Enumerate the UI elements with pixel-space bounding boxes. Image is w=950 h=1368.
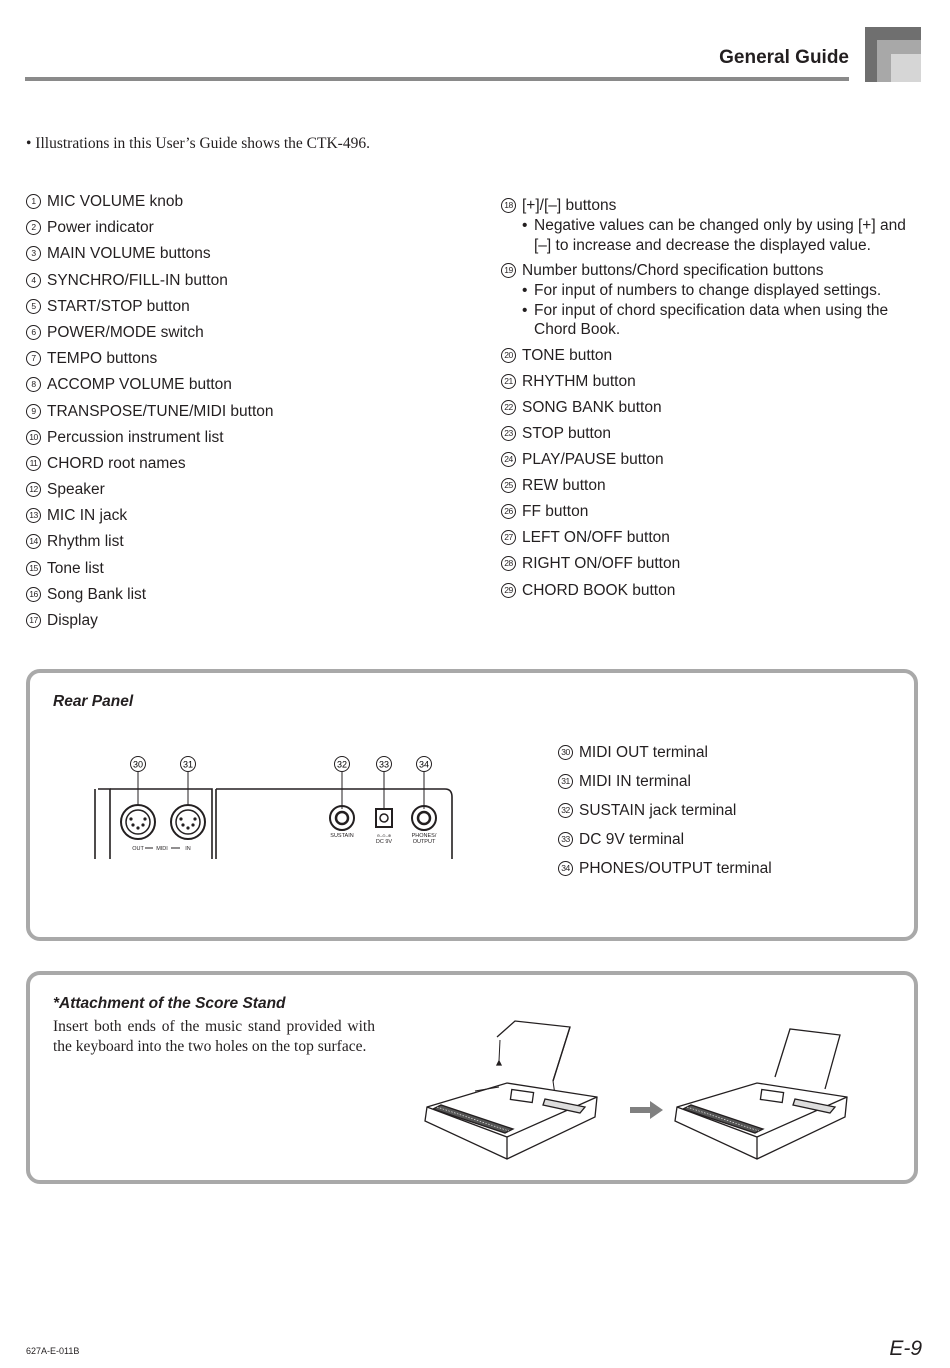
list-item (26, 192, 466, 212)
item-label: SYNCHRO/FILL-IN button (47, 271, 228, 289)
parts-list-right (501, 196, 926, 607)
svg-text:32: 32 (336, 759, 348, 770)
item-label: MIC VOLUME knob (47, 193, 184, 210)
list-item (501, 502, 926, 522)
list-item (26, 402, 466, 422)
list-item (26, 454, 466, 474)
item-label: [+]/[–] buttons (522, 197, 617, 214)
keyboard-before (425, 1021, 597, 1159)
item-number: 3 (26, 246, 41, 261)
item-number: 8 (26, 377, 41, 392)
list-item (558, 801, 888, 821)
list-item (501, 196, 926, 255)
arrow-icon (630, 1101, 663, 1119)
item-label: FF button (522, 503, 589, 521)
svg-text:31: 31 (182, 759, 194, 770)
diagram-label-midi: MIDI (156, 846, 168, 852)
list-item (26, 323, 466, 343)
svg-text:30: 30 (132, 759, 144, 770)
item-number: 14 (26, 534, 41, 549)
item-label: STOP button (522, 424, 612, 442)
list-item (26, 611, 466, 631)
item-number: 19 (501, 263, 516, 278)
rear-panel-heading: Rear Panel (53, 693, 134, 710)
item-number: 17 (26, 613, 41, 628)
list-item (26, 297, 466, 317)
item-label: MIDI OUT terminal (579, 744, 708, 761)
item-label: TONE button (522, 346, 613, 364)
diagram-label-phones: PHONES/ (411, 833, 437, 839)
list-item (26, 375, 466, 395)
item-number: 2 (26, 220, 41, 235)
list-item (501, 581, 926, 601)
item-label: Number buttons/Chord specification buttons (522, 262, 824, 280)
sustain-jack (330, 806, 354, 830)
item-label: DC 9V terminal (579, 831, 685, 848)
dc-terminal (376, 809, 392, 827)
rear-panel-diagram (90, 749, 490, 859)
item-label: ACCOMP VOLUME button (47, 376, 232, 394)
list-item (26, 480, 466, 500)
callout-30 (131, 757, 146, 772)
item-number: 20 (501, 348, 516, 363)
list-item (558, 743, 888, 763)
item-number: 24 (501, 452, 516, 467)
list-item (501, 261, 926, 340)
diagram-label-out: OUT (132, 846, 144, 852)
item-label: TEMPO buttons (47, 350, 158, 368)
item-number: 27 (501, 530, 516, 545)
document-code: 627A-E-011B (26, 1346, 80, 1356)
page-title: General Guide (719, 47, 849, 68)
item-number: 28 (501, 556, 516, 571)
item-number: 10 (26, 430, 41, 445)
item-label: Tone list (47, 559, 104, 577)
diagram-label-output: OUTPUT (412, 839, 436, 845)
svg-text:34: 34 (418, 759, 430, 770)
item-note: • For input of numbers to change displayed settings. (522, 281, 926, 301)
item-number: 26 (501, 504, 516, 519)
diagram-label-in: IN (185, 846, 191, 852)
item-label: SONG BANK button (522, 398, 662, 416)
item-label: MIC IN jack (47, 507, 128, 525)
item-label: CHORD root names (47, 454, 186, 472)
list-item (26, 428, 466, 448)
list-item (558, 772, 888, 792)
list-item (501, 346, 926, 366)
list-item (558, 830, 888, 850)
callout-32 (335, 757, 350, 772)
midi-in-port (171, 805, 205, 839)
item-number: 11 (26, 456, 41, 471)
item-note: • For input of chord specification data when using the Chord Book. (522, 301, 926, 340)
item-number: 4 (26, 273, 41, 288)
rear-panel-box (26, 669, 918, 941)
item-number: 25 (501, 478, 516, 493)
item-number: 33 (558, 832, 573, 847)
item-number: 29 (501, 583, 516, 598)
item-label: SUSTAIN jack terminal (579, 802, 737, 819)
callout-33 (377, 757, 392, 772)
item-label: PLAY/PAUSE button (522, 451, 664, 469)
item-label: RHYTHM button (522, 372, 636, 390)
score-stand-box (26, 971, 918, 1184)
item-number: 6 (26, 325, 41, 340)
item-label: POWER/MODE switch (47, 323, 204, 341)
item-label: CHORD BOOK button (522, 581, 676, 599)
keyboard-after (675, 1029, 847, 1159)
score-stand-heading: *Attachment of the Score Stand (53, 995, 286, 1012)
list-item (501, 424, 926, 444)
svg-text:33: 33 (378, 759, 390, 770)
page-number: E-9 (889, 1337, 922, 1360)
item-number: 23 (501, 426, 516, 441)
item-label: PHONES/OUTPUT terminal (579, 860, 772, 877)
item-number: 9 (26, 404, 41, 419)
intro-note: • Illustrations in this User’s Guide shows the CTK-496. (26, 135, 370, 152)
list-item (501, 476, 926, 496)
item-number: 18 (501, 198, 516, 213)
item-number: 22 (501, 400, 516, 415)
rear-terminal-list (558, 743, 888, 888)
item-number: 16 (26, 587, 41, 602)
diagram-label-sustain: SUSTAIN (330, 833, 354, 839)
item-label: RIGHT ON/OFF button (522, 555, 681, 573)
list-item (26, 244, 466, 264)
item-label: LEFT ON/OFF button (522, 529, 670, 547)
callout-34 (417, 757, 432, 772)
list-item (558, 859, 888, 879)
item-label: MIDI IN terminal (579, 773, 691, 790)
item-label: MAIN VOLUME buttons (47, 245, 211, 263)
list-item (501, 398, 926, 418)
corner-tab-graphic (865, 27, 921, 82)
list-item (501, 372, 926, 392)
item-label: Rhythm list (47, 533, 124, 551)
item-label: TRANSPOSE/TUNE/MIDI button (47, 402, 274, 420)
score-stand-instructions: Insert both ends of the music stand provided with the keyboard into the two holes on the top surface. (53, 1018, 375, 1055)
list-item (501, 554, 926, 574)
list-item (26, 271, 466, 291)
item-label: START/STOP button (47, 297, 190, 315)
item-number: 31 (558, 774, 573, 789)
svg-text:⊖–⊙–⊕: ⊖–⊙–⊕ (376, 833, 392, 838)
header-rule (25, 77, 849, 81)
list-item (501, 450, 926, 470)
item-number: 32 (558, 803, 573, 818)
score-stand-illustration (415, 1005, 885, 1165)
item-number: 30 (558, 745, 573, 760)
diagram-label-dc: DC 9V (375, 839, 393, 845)
item-note: • Negative values can be changed only by using [+] and [–] to increase and decrease the displayed value. (522, 216, 926, 255)
list-item (26, 349, 466, 369)
callout-31 (181, 757, 196, 772)
item-number: 13 (26, 508, 41, 523)
item-label: Power indicator (47, 219, 154, 237)
list-item (26, 559, 466, 579)
item-number: 15 (26, 561, 41, 576)
list-item (26, 532, 466, 552)
item-number: 12 (26, 482, 41, 497)
item-label: Percussion instrument list (47, 428, 224, 446)
item-label: REW button (522, 477, 606, 495)
item-number: 7 (26, 351, 41, 366)
item-label: Display (47, 612, 98, 629)
item-number: 5 (26, 299, 41, 314)
list-item (501, 528, 926, 548)
list-item (26, 218, 466, 238)
item-number: 34 (558, 861, 573, 876)
item-label: Song Bank list (47, 585, 147, 603)
list-item (26, 506, 466, 526)
item-number: 1 (26, 194, 41, 209)
item-number: 21 (501, 374, 516, 389)
list-item (26, 585, 466, 605)
parts-list-left (26, 192, 466, 637)
phones-jack (412, 806, 436, 830)
item-label: Speaker (47, 481, 105, 499)
midi-out-port (121, 805, 155, 839)
